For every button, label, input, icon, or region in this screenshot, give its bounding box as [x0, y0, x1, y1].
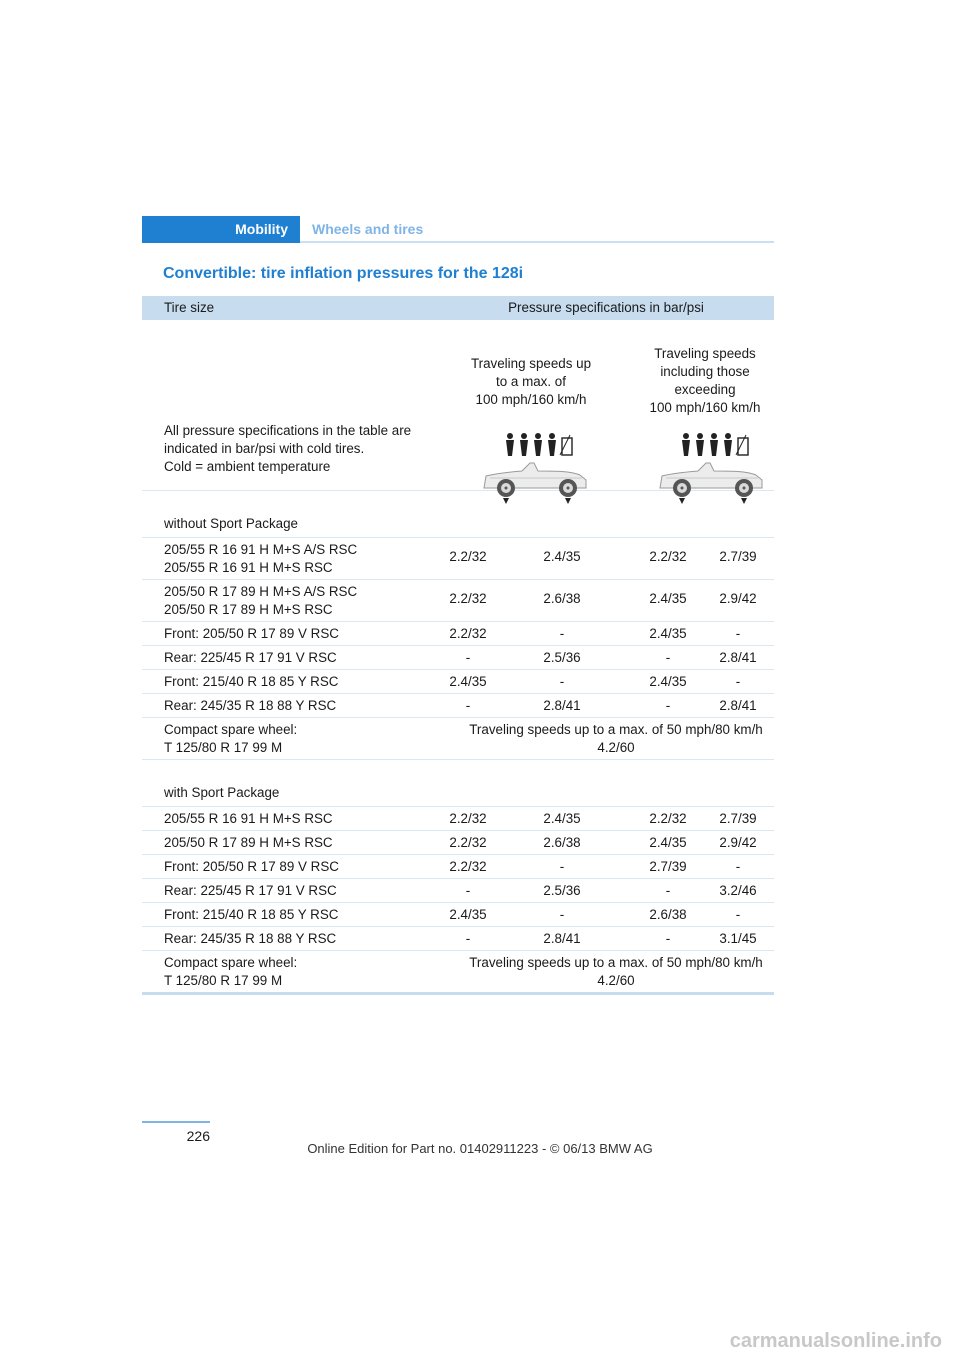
spare-wheel-row	[142, 951, 774, 992]
spare-line: Traveling speeds up to a max. of 50 mph/80 km/h	[469, 722, 763, 737]
pressure-cell: -	[465, 650, 471, 665]
speed-heading-row	[142, 320, 774, 491]
page-number: 226	[186, 1128, 210, 1144]
pressure-cell: 2.4/35	[649, 626, 687, 641]
tire-line: T 125/80 R 17 99 M	[164, 740, 283, 755]
spare-line: 4.2/60	[597, 740, 635, 755]
pressure-cell: 2.2/32	[649, 811, 687, 826]
spare-pressure	[458, 954, 774, 990]
tire-line: 205/55 R 16 91 H M+S A/S RSC	[164, 542, 358, 557]
pressure-cell: 2.2/32	[449, 626, 487, 641]
table-row	[142, 879, 774, 903]
pressure-cell: -	[665, 650, 671, 665]
pressure-cell: 3.1/45	[719, 931, 757, 946]
pressure-cell: -	[665, 698, 671, 713]
table-row	[142, 855, 774, 879]
tire-size	[164, 954, 297, 990]
tire-line: Compact spare wheel:	[164, 955, 298, 970]
pressure-cell: 3.2/46	[719, 883, 757, 898]
pressure-cell: -	[465, 931, 471, 946]
without-rows	[142, 538, 774, 718]
pressure-cell: 2.7/39	[649, 859, 687, 874]
with-rows	[142, 807, 774, 951]
pressure-cell: 2.4/35	[649, 591, 687, 606]
pressure-cell: -	[559, 626, 565, 641]
page-header	[142, 216, 774, 243]
pressure-cell: 2.2/32	[449, 811, 487, 826]
pressure-cell: 2.4/35	[649, 674, 687, 689]
pressure-cell: 2.7/39	[719, 549, 757, 564]
note-line: indicated in bar/psi with cold tires.	[164, 441, 365, 456]
pressure-cell: -	[559, 859, 565, 874]
speed-limited-heading	[462, 355, 600, 409]
table-row	[142, 927, 774, 951]
spare-line: Traveling speeds up to a max. of 50 mph/80 km/h	[469, 955, 763, 970]
pressure-cell: 2.8/41	[719, 650, 757, 665]
group-label: with Sport Package	[164, 785, 280, 800]
pressure-cell: -	[735, 626, 741, 641]
pressure-cell: -	[559, 674, 565, 689]
speed2-line: 100 mph/160 km/h	[649, 400, 761, 415]
table-row	[142, 670, 774, 694]
tire-line: 205/50 R 17 89 H M+S A/S RSC	[164, 584, 358, 599]
speed1-line: Traveling speeds up	[470, 356, 592, 371]
table-bottom-rule	[142, 992, 774, 995]
group-label-with-sport	[142, 760, 774, 807]
col-pressure: Pressure specifications in bar/psi	[508, 300, 704, 315]
pressure-cell: 2.2/32	[649, 549, 687, 564]
tire-size: Front: 205/50 R 17 89 V RSC	[164, 626, 339, 641]
pressure-cell: 2.7/39	[719, 811, 757, 826]
table-row	[142, 622, 774, 646]
pressure-cell: -	[735, 907, 741, 922]
subsection-tab[interactable]: Wheels and tires	[312, 221, 424, 237]
pressure-cell: 2.4/35	[449, 907, 487, 922]
table-row	[142, 831, 774, 855]
pressure-cell: 2.8/41	[543, 931, 581, 946]
speed2-line: including those	[660, 364, 750, 379]
tire-line: T 125/80 R 17 99 M	[164, 973, 283, 988]
watermark: carmanualsonline.info	[729, 1330, 942, 1352]
pressure-cell: 2.2/32	[449, 859, 487, 874]
group-label-without-sport	[142, 491, 774, 538]
tire-size: 205/55 R 16 91 H M+S RSC	[164, 811, 333, 826]
tire-size	[164, 541, 357, 577]
page-number-rule	[142, 1121, 210, 1123]
tire-size: Rear: 245/35 R 18 88 Y RSC	[164, 931, 337, 946]
pressure-cell: -	[735, 674, 741, 689]
table-row	[142, 580, 774, 622]
note-line: Cold = ambient temperature	[164, 459, 331, 474]
group-label: without Sport Package	[164, 516, 298, 531]
pressure-cell: -	[465, 883, 471, 898]
tire-size: Rear: 225/45 R 17 91 V RSC	[164, 650, 337, 665]
pressure-cell: 2.8/41	[543, 698, 581, 713]
pressure-cell: 2.6/38	[543, 835, 581, 850]
pressure-cell: -	[559, 907, 565, 922]
pressure-cell: 2.2/32	[449, 549, 487, 564]
pressure-cell: 2.2/32	[449, 591, 487, 606]
spare-wheel-row	[142, 718, 774, 760]
pressure-cell: 2.9/42	[719, 835, 757, 850]
tire-size	[164, 721, 297, 757]
tire-line: Compact spare wheel:	[164, 722, 298, 737]
tire-size: Rear: 225/45 R 17 91 V RSC	[164, 883, 337, 898]
col-tire-size: Tire size	[164, 300, 215, 315]
pressure-cell: 2.4/35	[449, 674, 487, 689]
table-row	[142, 694, 774, 718]
table-row	[142, 538, 774, 580]
pressure-cell: -	[665, 931, 671, 946]
tire-size: Front: 215/40 R 18 85 Y RSC	[164, 674, 339, 689]
pressure-cell: 2.5/36	[543, 883, 581, 898]
pressure-cell: 2.4/35	[649, 835, 687, 850]
section-tab[interactable]: Mobility	[142, 216, 300, 243]
cold-tire-note	[164, 422, 411, 476]
speed1-line: to a max. of	[496, 374, 566, 389]
pressure-cell: 2.6/38	[649, 907, 687, 922]
note-line: All pressure specifications in the table are	[164, 423, 412, 438]
table-title: Convertible: tire inflation pressures for the 128i	[163, 265, 524, 282]
table-row	[142, 903, 774, 927]
tire-line: 205/50 R 17 89 H M+S RSC	[164, 602, 333, 617]
pressure-table	[142, 296, 774, 995]
pressure-cell: 2.6/38	[543, 591, 581, 606]
footer-edition: Online Edition for Part no. 01402911223 - © 06/13 BMW AG	[307, 1141, 653, 1156]
speed-unlimited-heading	[636, 345, 774, 417]
speed2-line: Traveling speeds	[654, 346, 756, 361]
tire-size: 205/50 R 17 89 H M+S RSC	[164, 835, 333, 850]
pressure-cell: -	[665, 883, 671, 898]
tire-size: Front: 205/50 R 17 89 V RSC	[164, 859, 339, 874]
table-header	[142, 296, 774, 320]
pressure-cell: 2.9/42	[719, 591, 757, 606]
tire-line: 205/55 R 16 91 H M+S RSC	[164, 560, 333, 575]
pressure-cell: 2.4/35	[543, 811, 581, 826]
table-row	[142, 807, 774, 831]
tire-size: Rear: 245/35 R 18 88 Y RSC	[164, 698, 337, 713]
pressure-cell: 2.2/32	[449, 835, 487, 850]
pressure-cell: -	[735, 859, 741, 874]
spare-pressure	[458, 721, 774, 757]
tire-size	[164, 583, 357, 619]
spare-line: 4.2/60	[597, 973, 635, 988]
speed2-line: exceeding	[674, 382, 736, 397]
tire-size: Front: 215/40 R 18 85 Y RSC	[164, 907, 339, 922]
pressure-cell: 2.4/35	[543, 549, 581, 564]
pressure-cell: -	[465, 698, 471, 713]
pressure-cell: 2.5/36	[543, 650, 581, 665]
table-row	[142, 646, 774, 670]
speed1-line: 100 mph/160 km/h	[475, 392, 587, 407]
pressure-cell: 2.8/41	[719, 698, 757, 713]
